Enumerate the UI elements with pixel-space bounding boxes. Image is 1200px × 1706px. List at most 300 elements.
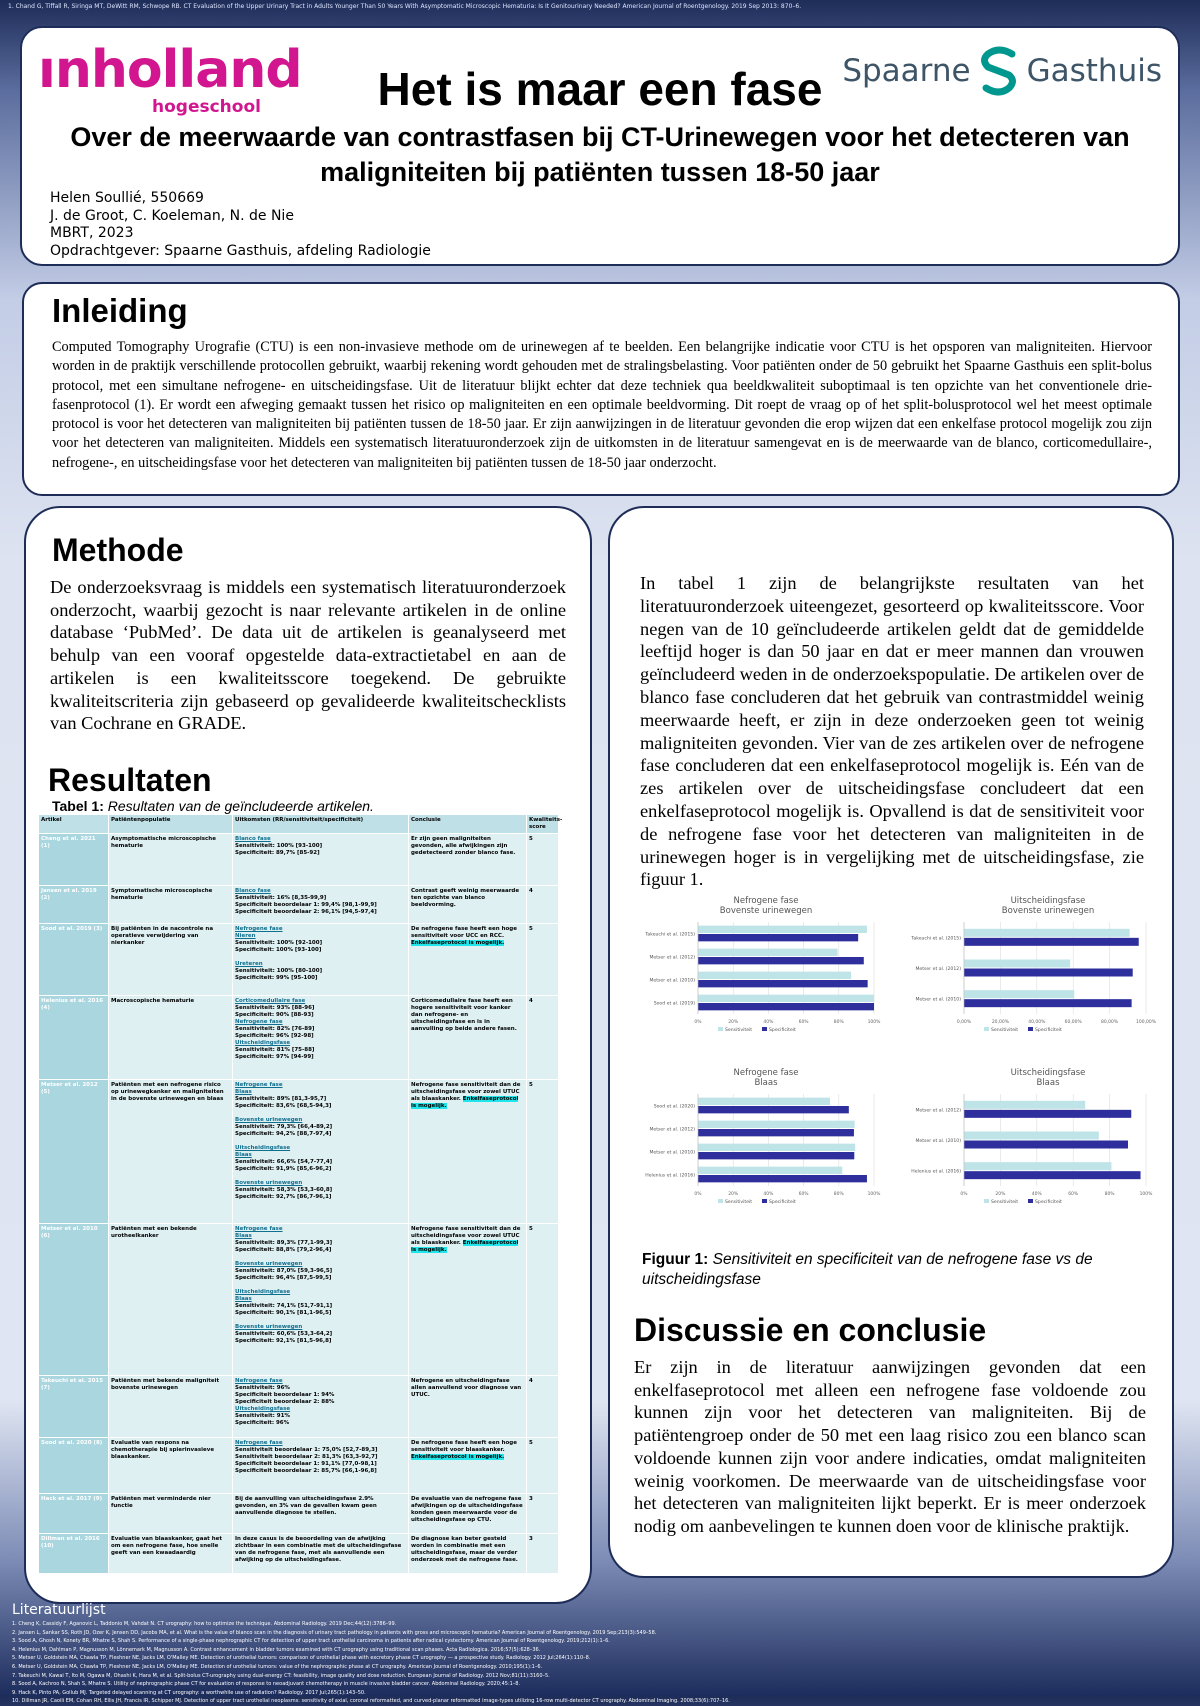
intro-heading: Inleiding — [52, 292, 188, 329]
table-cell — [233, 1494, 409, 1534]
chart-tick-label: 60% — [1068, 1192, 1079, 1197]
chart-category-label: Helenius et al. (2016) — [645, 1173, 695, 1179]
chart-bar-sensitiviteit — [964, 1101, 1085, 1109]
table-cell: 3 — [527, 1494, 559, 1534]
outcome-text: Blanco fase — [235, 888, 271, 894]
table-cell: Metser et al. 2012 (5) — [39, 1080, 109, 1224]
outcome-line — [235, 888, 406, 895]
conclusion-text: De nefrogene fase heeft een hoge sensitiviteit voor blaaskanker. — [411, 1440, 517, 1453]
chart-bar-specificiteit — [964, 1171, 1141, 1179]
outcome-line — [235, 1331, 406, 1338]
results-summary-text: In tabel 1 zijn de belangrijkste resultaten van het literatuuronderzoek uiteengezet, gesorteerd op kwaliteitsscore. Voor negen van de 10 geïncludeerde artikelen geldt dat de gemiddelde leeftijd hoger is dan 50 jaar en dat er meer mannen dan vrouwen geïncludeerd weden in de onderzoekspopulatie. De artikelen over de blanco fase concluderen dat het gebruik van contrastmiddel weinig meerwaarde heeft, er zijn in deze onderzoeken geen tot weinig maligniteiten gevonden. Vier van de zes artikelen over de nefrogene fase concluderen dat een enkelfaseprotocol mogelijk is. Eén van de zes artikelen over de uitscheidingsfase concludeert dat een enkelfaseprotocol mogelijk is. Opvallend is dat de sensitiviteit voor de nefrogene fase voor het detecteren van maligniteiten in de urinewegen hoger is in vergelijking met de uitscheidingsfase, zie figuur 1. — [640, 573, 1145, 890]
outcome-line — [235, 1124, 406, 1131]
figure-1-charts — [636, 894, 1157, 1226]
table-cell: Takeuchi et al. 2015 (7) — [39, 1376, 109, 1438]
outcome-line — [235, 850, 406, 857]
chart-tick-label: 100,00% — [1135, 1020, 1157, 1025]
discussie-text: Er zijn in de literatuur aanwijzingen gevonden dat een enkelfaseprotocol met alleen een nefrogene fase voldoende zou kunnen zijn voor het detecteren van maligniteiten. Bij de patiëntengroep onder de 50 met een laag risico zou een blanco scan voldoende kunnen zijn voor andere indicaties, omdat maligniteiten weinig voorkomen. De meerwaarde van de uitscheidingsfase voor het detecteren van maligniteiten lijkt beperkt. Er is meer onderzoek nodig om aanbevelingen te kunnen doen voor de klinische praktijk. — [634, 1357, 1146, 1536]
outcome-text: Specificiteit: 92,7% [86,7-96,1] — [235, 1194, 332, 1200]
chart-bar-sensitiviteit — [964, 1132, 1099, 1140]
table-cell: Metser et al. 2010 (6) — [39, 1224, 109, 1376]
outcome-text: Sensitiviteit: 87,0% [59,3-96,5] — [235, 1268, 333, 1274]
outcome-text: Specificiteit: 89,7% [85-92] — [235, 850, 320, 856]
outcome-line — [235, 1054, 406, 1061]
chart-category-label: Helenius et al. (2016) — [911, 1169, 961, 1175]
chart-category-label: Metser et al. (2012) — [649, 1127, 695, 1133]
outcome-text: Uitscheidingsfase — [235, 1406, 291, 1412]
conclusion-text: Contrast geeft weinig meerwaarde ten opzichte van blanco beeldvorming. — [411, 888, 520, 908]
author-block — [50, 190, 431, 260]
chart-title: Uitscheidingsfase — [1010, 1068, 1086, 1078]
outcome-text: Specificiteit beoordelaar 1: 94% — [235, 1392, 335, 1398]
chart-tick-label: 40% — [763, 1192, 774, 1197]
outcome-line — [235, 1152, 406, 1159]
chart-category-label: Metser et al. (2010) — [915, 997, 961, 1003]
outcome-line — [235, 1261, 406, 1268]
chart-bar-sensitiviteit — [964, 1162, 1111, 1170]
outcome-line — [235, 1454, 406, 1461]
table-row — [39, 1438, 559, 1494]
outcome-line — [235, 1268, 406, 1275]
outcome-line — [235, 1461, 406, 1468]
conclusion-highlight: Enkelfaseprotocol is mogelijk. — [411, 1454, 505, 1460]
chart-category-label: Takeuchi et al. (2015) — [911, 936, 961, 942]
chart-bar-sensitiviteit — [698, 926, 867, 933]
outcome-text: Nefrogene fase — [235, 1226, 283, 1232]
references-heading: Literatuurlijst — [12, 1602, 106, 1618]
reference-item: 1. Cheng K, Cassidy F, Aganovic L, Taddonio M, Vahdat N. CT urography: how to optimize the technique. Abdominal Radiology. 2019 Dec;44(12):3786–99. — [12, 1621, 397, 1627]
outcome-line — [235, 1145, 406, 1152]
outcome-text: Specificiteit beoordelaar 1: 99,4% [98,1-99,9] — [235, 902, 377, 908]
outcome-text: Specificiteit: 97% [94-99] — [235, 1054, 314, 1060]
chart-tick-label: 20% — [728, 1020, 739, 1025]
header-panel — [20, 26, 1180, 266]
outcome-line — [235, 1447, 406, 1454]
table-header-cell: Uitkomsten (RR/sensitiviteit/specificiteit) — [233, 815, 409, 834]
table-cell — [233, 1080, 409, 1224]
outcome-line — [235, 998, 406, 1005]
table-cell: 5 — [527, 924, 559, 996]
legend-swatch-sensitiviteit — [984, 1027, 989, 1031]
chart-bar-sensitiviteit — [698, 995, 874, 1002]
outcome-line — [235, 1173, 406, 1180]
outcome-text: Sensitiviteit: 66,6% [54,7-77,4] — [235, 1159, 333, 1165]
outcome-line — [235, 968, 406, 975]
table-cell: Jansen et al. 2019 (2) — [39, 886, 109, 924]
chart-tick-label: 60% — [798, 1020, 809, 1025]
chart-category-label: Sood et al. (2020) — [653, 1104, 695, 1110]
chart-bar-sensitiviteit — [964, 960, 1070, 968]
legend-swatch-sensitiviteit — [984, 1199, 989, 1203]
table-cell: Sood et al. 2020 (8) — [39, 1438, 109, 1494]
table-cell: Asymptomatische microscopische hematurie — [109, 834, 233, 886]
table-cell — [233, 1376, 409, 1438]
outcome-text: Sensitiviteit: 16% [8,35-99,9] — [235, 895, 327, 901]
conclusion-text: Nefrogene fase sensitiviteit dan de uitscheidingsfase voor zowel UTUC als blaaskanker. — [411, 1226, 521, 1246]
outcome-text: Sensitiviteit beoordelaar 1: 75,0% [52,7-89,3] — [235, 1447, 378, 1453]
table-cell: Evaluatie van respons na chemotherapie bij spierinvasieve blaaskanker. — [109, 1438, 233, 1494]
legend-label: Sensitiviteit — [725, 1200, 753, 1205]
outcome-text: Uitscheidingsfase — [235, 1289, 291, 1295]
table-cell: Helenius et al. 2016 (4) — [39, 996, 109, 1080]
outcome-line — [235, 1247, 406, 1254]
intro-panel — [22, 282, 1180, 496]
table-cell: Cheng et al. 2021 (1) — [39, 834, 109, 886]
legend-swatch-specificiteit — [762, 1027, 767, 1031]
legend-swatch-specificiteit — [762, 1199, 767, 1203]
table-cell: Evaluatie van blaaskanker, gaat het om een nefrogene fase, hoe snelle geeft van een kwaadaardig — [109, 1534, 233, 1574]
conclusion-text: Er zijn geen maligniteiten gevonden, alle afwijkingen zijn gedetecteerd zonder blanco fase. — [411, 836, 516, 856]
reference-item: 6. Metser U, Goldstein MA, Chawla TP, Fleshner NE, Jacks LM, O'Malley ME. Detection of urothelial tumors: value of the nephrographic phase at CT urography. American Journal of Roentgenology. 2010;195(1):1–6. — [12, 1663, 543, 1670]
outcome-line — [235, 902, 406, 909]
table-cell: 4 — [527, 1376, 559, 1438]
outcome-text: Sensitiviteit: 96% — [235, 1385, 290, 1391]
outcome-text: Specificiteit: 96,4% [87,5-99,5] — [235, 1275, 332, 1281]
legend-swatch-specificiteit — [1028, 1199, 1033, 1203]
table-cell — [409, 1438, 527, 1494]
reference-item: 8. Sood A, Kachroo N, Shah S, Mhatre S. Utility of nephrographic phase CT for evaluation of response to neoadjuvant chemotherapy in muscle invasive bladder cancer. Abdominal Radiology. 2020;45:1–8. — [12, 1681, 521, 1688]
outcome-line — [235, 836, 406, 843]
chart-category-label: Takeuchi et al. (2015) — [645, 932, 695, 938]
outcome-line — [235, 1089, 406, 1096]
outcome-text: Sensitiviteit: 100% [80-100] — [235, 968, 323, 974]
chart-title: Uitscheidingsfase — [1010, 896, 1086, 906]
outcome-text: Specificiteit: 88,8% [79,2-96,4] — [235, 1247, 332, 1253]
table-cell — [233, 1438, 409, 1494]
chart-subtitle: Bovenste urinewegen — [1001, 906, 1095, 916]
outcome-line — [235, 1310, 406, 1317]
outcome-line — [235, 1110, 406, 1117]
resultaten-heading: Resultaten — [48, 762, 212, 798]
outcome-text: Nefrogene fase — [235, 1019, 283, 1025]
outcome-text: Nefrogene fase — [235, 926, 283, 932]
outcome-text: Specificiteit: 96% [92-98] — [235, 1033, 314, 1039]
table-header-cell: Conclusie — [409, 815, 527, 834]
conclusion-text: Corticomedullaire fase heeft een hogere sensitiviteit voor kanker dan nefrogene- en uitscheidingsfase en is in aanvulling op beide andere fasen. — [411, 998, 517, 1032]
results-table — [38, 814, 563, 1574]
table-cell: Dillman et al. 2016 (10) — [39, 1534, 109, 1574]
conclusion-text: Nefrogene en uitscheidingsfase allen aanvullend voor diagnose van UTUC. — [411, 1378, 522, 1398]
legend-label: Specificiteit — [1035, 1200, 1062, 1205]
outcome-line — [235, 1040, 406, 1047]
chart-bar-specificiteit — [698, 934, 858, 941]
table-cell: Patiënten met een bekende urotheelkanker — [109, 1224, 233, 1376]
table-row — [39, 1080, 559, 1224]
outcome-text: Sensitiviteit: 91% — [235, 1413, 290, 1419]
figure-caption-label: Figuur 1: — [642, 1251, 709, 1268]
chart-tick-label: 40,00% — [1028, 1020, 1046, 1025]
outcome-line — [235, 1026, 406, 1033]
outcome-line — [235, 1317, 406, 1324]
outcome-text: Specificiteit: 92,1% [81,5-96,8] — [235, 1338, 332, 1344]
table-cell: 4 — [527, 886, 559, 924]
outcome-text: Sensitiviteit: 79,3% [66,4-89,2] — [235, 1124, 333, 1130]
outcome-line — [235, 933, 406, 940]
chart-tick-label: 100% — [867, 1192, 881, 1197]
outcome-text: Sensitiviteit beoordelaar 2: 81,3% [63,3-92,7] — [235, 1454, 378, 1460]
chart-category-label: Metser et al. (2010) — [649, 978, 695, 984]
intro-text: Computed Tomography Urografie (CTU) is een non-invasieve methode om de urinewegen af te beelden. Een belangrijke indicatie voor CTU is het opsporen van maligniteiten. Hiervoor worden in de praktijk verschillende protocollen gebruikt, waarbij rekening wordt gehouden met de stralingsbelasting. Voor patiënten onder de 50 gebruikt het Spaarne Gasthuis een split-bolus protocol, met een simultane nefrogene- en uitscheidingsfase. Uit de literatuur blijkt echter dat deze techniek qua beeldkwaliteit suboptimaal is ten opzichte van het conventionele drie-fasenprotocol (1). Er wordt een afweging gemaakt tussen het risico op maligniteiten en een optimale beeldvorming. Dit roept de vraag op of het split-bolusprotocol wel het meest optimale protocol is voor het detecteren van maligniteiten bij patiënten tussen de 18-50 jaar. Er zijn aanwijzingen in de literatuur gevonden die erop wijzen dat een enkelfase protocol mogelijk zou zijn voor het detecteren van maligniteiten. Middels een systematisch literatuuronderzoek zijn de uitkomsten in de literatuur samengevat en is de meerwaarde van de blanco, corticomedullaire-, nefrogene-, en uitscheidingsfase voor het detecteren van maligniteiten bij patiënten tussen de 18-50 jaar onderzocht. — [52, 339, 1152, 471]
outcome-text: Sensitiviteit: 82% [76-89] — [235, 1026, 315, 1032]
outcome-text: Specificiteit beoordelaar 2: 85,7% [66,1-96,8] — [235, 1468, 377, 1474]
outcome-text: Specificiteit beoordelaar 2: 88% — [235, 1399, 335, 1405]
legend-label: Specificiteit — [769, 1200, 796, 1205]
chart-tick-label: 20% — [995, 1192, 1006, 1197]
table-cell: 3 — [527, 1534, 559, 1574]
author-line: J. de Groot, C. Koeleman, N. de Nie — [50, 207, 294, 224]
conclusion-highlight: Enkelfaseprotocol is mogelijk. — [411, 1240, 519, 1253]
chart-tick-label: 80% — [833, 1192, 844, 1197]
outcome-text: Nefrogene fase — [235, 1082, 283, 1088]
outcome-text: Blaas — [235, 1089, 252, 1095]
outcome-line — [235, 1187, 406, 1194]
outcome-text: Specificiteit: 99% [95-100] — [235, 975, 318, 981]
top-reference: 1. Chand G, Tiffall R, Siringa MT, DeWitt RM, Schwope RB. CT Evaluation of the Upper Urinary Tract in Adults Younger Than 50 Years With Asymptomatic Microscopic Hematuria: Is It Genitourinary Needed? American Journal of Roentgenology. 2019 Sep 2013: 870–6. — [8, 3, 802, 10]
outcome-text: Specificiteit beoordelaar 2: 96,1% [94,5-97,4] — [235, 909, 377, 915]
outcome-text: Specificiteit: 90,1% [81,1-96,5] — [235, 1310, 332, 1316]
chart-bar-sensitiviteit — [698, 1098, 830, 1105]
discussie-heading: Discussie en conclusie — [634, 1312, 987, 1348]
outcome-line — [235, 940, 406, 947]
outcome-line — [235, 1392, 406, 1399]
reference-item: 5. Metser U, Goldstein MA, Chawla TP, Fleshner NE, Jacks LM, O'Malley ME. Detection of urothelial tumors: comparison of urothelial phase with excretory phase CT urography — a prospective study. Radiology. 2012 Jul;264(1):110–8. — [12, 1655, 591, 1662]
outcome-line — [235, 1468, 406, 1475]
outcome-text: Specificiteit: 90% [88-93] — [235, 1012, 314, 1018]
table-cell — [233, 834, 409, 886]
chart-tick-label: 20% — [728, 1192, 739, 1197]
page-subtitle: Over de meerwaarde van contrastfasen bij CT-Urinewegen voor het detecteren van maligniteiten bij patiënten tussen 18-50 jaar — [70, 122, 1130, 187]
outcome-line — [235, 1420, 406, 1427]
outcome-line — [235, 1296, 406, 1303]
references-list — [12, 1620, 1190, 1706]
table-caption — [52, 798, 374, 814]
outcome-line — [235, 1440, 406, 1447]
methode-heading: Methode — [52, 532, 184, 568]
conclusion-text: De nefrogene fase heeft een hoge sensitiviteit voor UCC en RCC. — [411, 926, 517, 939]
outcome-text: Specificiteit: 94,2% [88,7-97,4] — [235, 1131, 332, 1137]
chart-bar-specificiteit — [698, 957, 864, 964]
table-cell — [409, 996, 527, 1080]
table-row — [39, 886, 559, 924]
outcome-line — [235, 1005, 406, 1012]
chart-category-label: Metser et al. (2010) — [915, 1139, 961, 1144]
chart-tick-label: 0% — [960, 1192, 968, 1197]
results-discussion-panel — [608, 506, 1174, 1578]
outcome-text: Corticomedullaire fase — [235, 998, 306, 1004]
outcome-text: Sensitiviteit: 100% [93-100] — [235, 843, 323, 849]
outcome-text: Uitscheidingsfase — [235, 1145, 291, 1151]
outcome-line — [235, 1033, 406, 1040]
outcome-text: Blaas — [235, 1233, 252, 1239]
table-cell — [409, 886, 527, 924]
chart-tick-label: 0% — [694, 1020, 702, 1025]
outcome-line — [235, 1082, 406, 1089]
table-header-cell: Kwaliteits-score — [527, 815, 559, 834]
outcome-text: In deze casus is de beoordeling van de afwijking zichtbaar in een combinatie met de uitscheidingsfase van de nefrogene fase, met als aanvullende een afwijking op de uitscheidingsfase. — [235, 1536, 402, 1563]
legend-swatch-sensitiviteit — [718, 1199, 723, 1203]
table-header-cell: Patiëntenpopulatie — [109, 815, 233, 834]
table-cell — [233, 1224, 409, 1376]
table-cell: Patiënten met bekende maligniteit bovenste urinewegen — [109, 1376, 233, 1438]
chart-tick-label: 80,00% — [1101, 1020, 1119, 1025]
outcome-line — [235, 1047, 406, 1054]
table-cell — [233, 1534, 409, 1574]
table-cell: Sood et al. 2019 (3) — [39, 924, 109, 996]
table-cell — [409, 1080, 527, 1224]
outcome-line — [235, 1413, 406, 1420]
table-cell — [409, 1494, 527, 1534]
reference-item: 10. Dillman JR, Caoili EM, Cohan RH, Ellis JH, Francis IR, Schipper MJ. Detection of upper tract urothelial neoplasms: sensitivity of axial, coronal reformatted, and curved-planar reformatted image-types utilizing 16-row multi-detector CT urography. Abdominal Imaging. 2008;33(6):707–16. — [12, 1698, 730, 1705]
outcome-line — [235, 1536, 406, 1564]
chart-tick-label: 100% — [1139, 1192, 1153, 1197]
table-cell — [409, 1376, 527, 1438]
chart-tick-label: 40% — [1031, 1192, 1042, 1197]
spaarne-logo-word-a: Spaarne — [842, 53, 971, 89]
author-line: MBRT, 2023 — [50, 225, 134, 241]
chart-bar-specificiteit — [964, 969, 1133, 977]
table-header-cell: Artikel — [39, 815, 109, 834]
table-cell: Hack et al. 2017 (9) — [39, 1494, 109, 1534]
outcome-text: Bij de aanvulling van uitscheidingsfase 2.9% gevonden, en 3% van de gevallen kwam geen aanvullende diagnose te stellen. — [235, 1496, 377, 1516]
reference-item: 3. Sood A, Ghosh N, Konety BR, Mhatre S, Shah S. Performance of a single-phase nephrographic CT for detection of upper tract urothelial carcinoma in patients after radical cystectomy. American Journal of Roentgenology. 2019;212(1):1–6. — [12, 1638, 610, 1645]
methode-text: De onderzoeksvraag is middels een systematisch literatuuronderzoek onderzocht, waarbij gezocht is naar relevante artikelen in de online database ‘PubMed’. De data uit de artikelen is geanalyseerd met behulp van een vooraf opgestelde data-extractietabel en aan de artikelen is een kwaliteitsscore toegekend. De gebruikte kwaliteitscriteria zijn gebaseerd op gevalideerde kwaliteitschecklists van Cochrane en GRADE. — [50, 577, 566, 734]
table-row — [39, 1534, 559, 1574]
chart-title: Nefrogene fase — [733, 896, 799, 906]
inholland-logo-word: ınholland — [38, 40, 302, 100]
chart-category-label: Sood et al. (2019) — [653, 1001, 695, 1007]
outcome-line — [235, 843, 406, 850]
outcome-text: Nefrogene fase — [235, 1378, 283, 1384]
chart-bar-specificiteit — [964, 938, 1139, 946]
chart-tick-label: 80% — [1104, 1192, 1115, 1197]
outcome-line — [235, 1131, 406, 1138]
outcome-text: Blaas — [235, 1152, 252, 1158]
table-cell — [233, 996, 409, 1080]
legend-label: Sensitiviteit — [725, 1028, 753, 1033]
legend-label: Sensitiviteit — [991, 1028, 1019, 1033]
chart-tick-label: 40% — [763, 1020, 774, 1025]
table-cell — [409, 1534, 527, 1574]
conclusion-text: Nefrogene fase sensitiviteit dan de uitscheidingsfase voor zowel UTUC als blaaskanker. — [411, 1082, 521, 1102]
outcome-text: Uitscheidingsfase — [235, 1040, 291, 1046]
chart-tick-label: 0,00% — [956, 1020, 972, 1025]
outcome-line — [235, 1138, 406, 1145]
outcome-text: Ureteren — [235, 961, 263, 967]
chart-bar-sensitiviteit — [698, 1144, 855, 1151]
chart-tick-label: 80% — [833, 1020, 844, 1025]
outcome-text: Blaas — [235, 1296, 252, 1302]
conclusion-text: De diagnose kan beter gesteld worden in combinatie met een uitscheidingsfase, maar de verder onderzoek met de nefrogene fase. — [411, 1536, 518, 1563]
chart-tick-label: 60,00% — [1064, 1020, 1082, 1025]
reference-item: 4. Helenius M, Dahlman P, Magnusson M, Lönnemark M, Magnusson A. Contrast enhancement in bladder tumors examined with CT urography using traditional scan phases. Acta Radiologica. 2016;57(5):628–36. — [12, 1646, 541, 1653]
chart-bar-sensitiviteit — [698, 1167, 842, 1174]
outcome-line — [235, 1385, 406, 1392]
table-cell — [233, 886, 409, 924]
chart-bar-sensitiviteit — [964, 990, 1074, 998]
outcome-line — [235, 1338, 406, 1345]
reference-item: 9. Hack K, Pinto PA, Gollub MJ. Targeted delayed scanning at CT urography: a worthwhile use of radiation? Radiology. 2017 Jul;265(1):143–50. — [12, 1689, 366, 1696]
chart-bar-specificiteit — [698, 1152, 854, 1159]
outcome-line — [235, 1254, 406, 1261]
legend-swatch-sensitiviteit — [718, 1027, 723, 1031]
conclusion-text: De evaluatie van de nefrogene fase afwijkingen op de uitscheidingsfase konden geen meerwaarde voor de uitscheidingsfase op CTU. — [411, 1496, 523, 1523]
inholland-logo-sub: hogeschool — [152, 97, 261, 117]
table-row — [39, 1494, 559, 1534]
outcome-line — [235, 909, 406, 916]
outcome-text: Blanco fase — [235, 836, 271, 842]
chart-category-label: Metser et al. (2012) — [915, 1108, 961, 1114]
table-cell — [233, 924, 409, 996]
table-cell: 5 — [527, 1224, 559, 1376]
table-row — [39, 1376, 559, 1438]
chart-bar-specificiteit — [964, 1141, 1128, 1149]
outcome-text: Specificiteit: 100% [93-100] — [235, 947, 322, 953]
chart-bar-specificiteit — [964, 1110, 1131, 1118]
chart-bar-specificiteit — [698, 1129, 854, 1136]
chart-bar-sensitiviteit — [698, 1121, 855, 1128]
table-cell: 5 — [527, 1438, 559, 1494]
chart-subtitle: Bovenste urinewegen — [719, 906, 813, 916]
legend-swatch-specificiteit — [1028, 1027, 1033, 1031]
chart-bar-specificiteit — [964, 999, 1132, 1007]
outcome-text: Bovenste urinewegen — [235, 1117, 303, 1123]
outcome-line — [235, 947, 406, 954]
outcome-text: Sensitiviteit: 58,3% [53,3-60,8] — [235, 1187, 333, 1193]
chart-category-label: Metser et al. (2012) — [649, 955, 695, 961]
chart-bar-sensitiviteit — [698, 972, 851, 979]
page-title: Het is maar een fase — [377, 63, 823, 115]
outcome-text: Sensitiviteit: 89% [81,3-95,7] — [235, 1096, 327, 1102]
outcome-line — [235, 1233, 406, 1240]
chart-title: Nefrogene fase — [733, 1068, 799, 1078]
table-row — [39, 924, 559, 996]
outcome-text: Sensitiviteit: 89,3% [77,1-99,3] — [235, 1240, 333, 1246]
table-cell: 5 — [527, 1080, 559, 1224]
chart-bar-sensitiviteit — [698, 949, 838, 956]
table-cell: 4 — [527, 996, 559, 1080]
table-cell: 5 — [527, 834, 559, 886]
table-cell: Bij patiënten in de nacontrole na operatieve verwijdering van nierkanker — [109, 924, 233, 996]
outcome-line — [235, 1282, 406, 1289]
outcome-line — [235, 1289, 406, 1296]
table-row — [39, 1224, 559, 1376]
outcome-line — [235, 926, 406, 933]
outcome-text: Bovenste urinewegen — [235, 1261, 303, 1267]
author-line: Helen Soullié, 550669 — [50, 190, 204, 206]
outcome-line — [235, 1019, 406, 1026]
table-row — [39, 996, 559, 1080]
chart-subtitle: Blaas — [754, 1078, 778, 1088]
outcome-text: Sensitiviteit: 93% [88-96] — [235, 1005, 315, 1011]
outcome-text: Sensitiviteit: 100% [92-100] — [235, 940, 323, 946]
outcome-line — [235, 1240, 406, 1247]
table-caption-text: Resultaten van de geïncludeerde artikelen. — [107, 798, 374, 814]
outcome-text: Bovenste urinewegen — [235, 1180, 303, 1186]
outcome-line — [235, 1399, 406, 1406]
conclusion-highlight: Enkelfaseprotocol is mogelijk. — [411, 940, 505, 946]
legend-label: Specificiteit — [1035, 1028, 1062, 1033]
outcome-text: Specificiteit beoordelaar 1: 91,1% [77,0-98,1] — [235, 1461, 377, 1467]
legend-label: Specificiteit — [769, 1028, 796, 1033]
outcome-text: Specificiteit: 96% — [235, 1420, 290, 1426]
outcome-text: Sensitiviteit: 60,6% [53,3-64,2] — [235, 1331, 333, 1337]
table-cell — [409, 1224, 527, 1376]
table-cell: Macroscopische hematurie — [109, 996, 233, 1080]
outcome-line — [235, 1103, 406, 1110]
outcome-line — [235, 1303, 406, 1310]
chart-category-label: Metser et al. (2010) — [649, 1150, 695, 1156]
outcome-text: Sensitiviteit: 81% [75-88] — [235, 1047, 315, 1053]
